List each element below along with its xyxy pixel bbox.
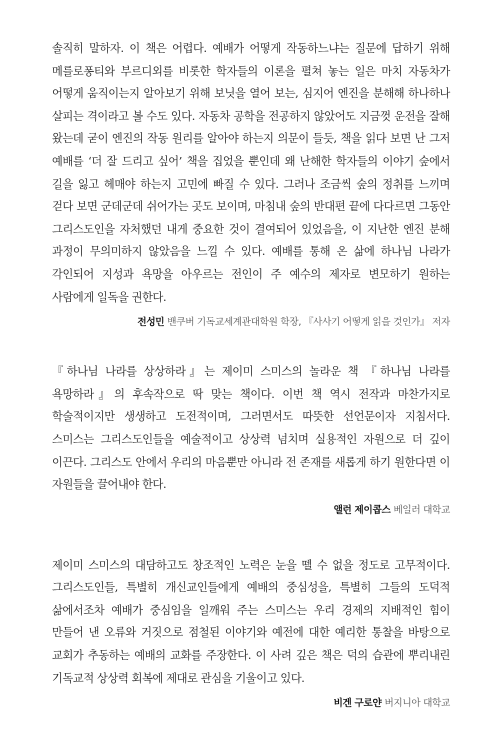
endorser-name: 전성민 — [137, 317, 165, 329]
endorsement-text: 제이미 스미스의 대담하고도 창조적인 노력은 눈을 뗄 수 없을 정도로 고무적이다. 그리스도인들, 특별히 개신교인들에게 예배의 중심성을, 특별히 그들의 도덕적 삶에서조차 예배가 중심임을 일깨워 주는 스미스는 우리 경제의 지배적인 힘이 만들어 낸 오류와 거짓으로 점철된 이야기와 예전에 대한 예리한 통찰을 바탕으로 교회가 추동하는 예배의 교화를 주장한다. 이 사려 깊은 책은 덕의 습관에 뿌리내린 기독교적 상상력 회복에 제대로 관심을 기울이고 있다. — [52, 558, 450, 685]
endorsement-text: 솔직히 말하자. 이 책은 어렵다. 예배가 어떻게 작동하느냐는 질문에 답하기 위해 메를로퐁티와 부르디외를 비롯한 학자들의 이론을 펼쳐 놓는 일은 마치 자동차가 어떻게 움직이는지 알아보기 위해 보닛을 열어 보는, 심지어 엔진을 분해해 하나하나 살피는 격이라고 볼 수도 있다. 자동차 공학을 전공하지 않았어도 지금껏 운전을 잘해 왔는데 굳이 엔진의 작동 원리를 알아야 하는지 의문이 들듯, 책을 읽다 보면 난 그저 예배를 ‘더 잘 드리고 싶어’ 책을 집었을 뿐인데 왜 난해한 학자들의 이야기 숲에서 길을 잃고 헤매야 하는지 고민에 빠질 수 있다. 그러나 조금씩 숲의 정취를 느끼며 걷다 보면 군데군데 쉬어가는 곳도 보이며, 마침내 숲의 반대편 끝에 다다르면 그동안 그리스도인을 자처했던 내게 중요한 것이 결여되어 있었음을, 이 지난한 엔진 분해 과정이 무의미하지 않았음을 느낄 수 있다. 예배를 통해 온 삶에 하나님 나라가 각인되어 지성과 욕망을 아우르는 전인이 주 예수의 제자로 변모하기 원하는 사람에게 일독을 권한다. — [52, 42, 450, 304]
endorsement-attribution — [52, 503, 450, 519]
endorsement-1 — [52, 38, 450, 331]
endorsement-3 — [52, 555, 450, 713]
section-spacer — [52, 519, 450, 555]
endorsement-attribution — [52, 696, 450, 712]
endorser-name: 앨런 제이콥스 — [333, 504, 391, 516]
endorser-affiliation: 버지니아 대학교 — [384, 698, 450, 710]
endorsement-attribution — [52, 315, 450, 331]
endorsement-2 — [52, 361, 450, 519]
endorser-affiliation: 베일러 대학교 — [393, 504, 450, 516]
endorser-name: 비겐 구로얀 — [333, 698, 382, 710]
endorsements-page — [52, 38, 450, 712]
endorser-affiliation: 밴쿠버 기독교세계관대학원 학장, 『사사기 어떻게 읽을 것인가』 저자 — [167, 317, 450, 329]
section-spacer — [52, 331, 450, 361]
endorsement-text: 『하나님 나라를 상상하라』는 제이미 스미스의 놀라운 책 『하나님 나라를 욕망하라』의 후속작으로 딱 맞는 책이다. 이번 책 역시 전작과 마찬가지로 학술적이지만 생생하고 도전적이며, 그러면서도 따뜻한 선언문이자 지침서다. 스미스는 그리스도인들을 예술적이고 상상력 넘치며 실용적인 자원으로 더 깊이 이끈다. 그리스도 안에서 우리의 마음뿐만 아니라 전 존재를 새롭게 하기 원한다면 이 자원들을 끌어내야 한다. — [52, 365, 450, 492]
